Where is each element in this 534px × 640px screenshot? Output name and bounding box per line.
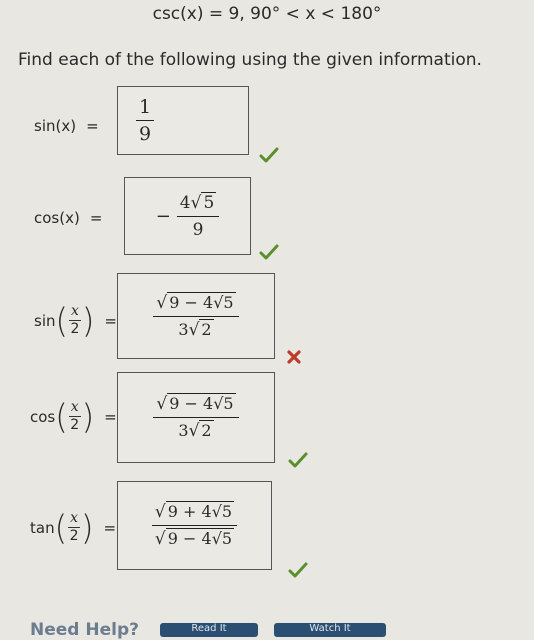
half-denominator: 2 bbox=[70, 417, 80, 433]
answer-fraction bbox=[152, 501, 237, 550]
coefficient: 4 bbox=[179, 192, 191, 213]
half-numerator: x bbox=[70, 510, 78, 526]
equals-sign: = bbox=[104, 407, 117, 426]
answer-box-sin-x[interactable] bbox=[117, 86, 249, 155]
fn-arg: (x) bbox=[55, 117, 77, 135]
coefficient: 3 bbox=[178, 319, 189, 339]
answer-fraction bbox=[153, 393, 238, 442]
radical: √ 2 bbox=[188, 319, 212, 340]
fraction-denominator: 9 bbox=[192, 219, 204, 240]
radicand: 9 − 4√5 bbox=[167, 529, 233, 548]
answer-box-tan-half-x[interactable] bbox=[117, 481, 272, 570]
radical: √ 2 bbox=[188, 421, 212, 441]
fn-name: sin bbox=[34, 117, 56, 135]
instruction-text: Find each of the following using the given information. bbox=[18, 50, 482, 70]
equals-sign: = bbox=[103, 518, 117, 537]
half-numerator: x bbox=[70, 303, 79, 319]
radical: √ 9 − 4√5 bbox=[154, 529, 233, 549]
fraction-denominator bbox=[178, 317, 213, 341]
half-angle-fraction bbox=[68, 510, 80, 545]
half-numerator: x bbox=[70, 399, 79, 415]
radicand: 2 bbox=[201, 319, 212, 339]
check-icon bbox=[288, 562, 308, 578]
fn-arg: (x) bbox=[59, 209, 80, 227]
fraction-numerator bbox=[177, 192, 220, 217]
given-condition: csc(x) = 9, 90° < x < 180° bbox=[152, 4, 382, 24]
check-icon bbox=[259, 147, 279, 163]
half-angle-fraction bbox=[69, 303, 81, 338]
radicand: 5 bbox=[203, 192, 215, 213]
radical: √ 9 − 4√5 bbox=[156, 292, 234, 313]
label-sin-x bbox=[34, 117, 99, 135]
fn-name: cos bbox=[34, 209, 60, 227]
fraction-numerator bbox=[153, 292, 238, 317]
fn-name: cos bbox=[30, 407, 56, 426]
equals-sign: = bbox=[86, 117, 99, 135]
fraction-numerator bbox=[152, 501, 237, 526]
fn-name: tan bbox=[30, 518, 55, 537]
answer-fraction bbox=[153, 292, 238, 341]
answer-box-cos-x[interactable] bbox=[124, 177, 251, 255]
radicand: 9 + 4√5 bbox=[167, 502, 233, 521]
radicand: 9 − 4√5 bbox=[169, 292, 234, 312]
half-denominator: 2 bbox=[70, 321, 80, 337]
need-help-heading: Need Help? bbox=[30, 620, 139, 640]
radical: √ 5 bbox=[190, 192, 215, 213]
fraction-denominator: 9 bbox=[139, 123, 152, 145]
equals-sign: = bbox=[89, 209, 103, 227]
half-denominator: 2 bbox=[69, 528, 79, 544]
fraction-denominator bbox=[178, 418, 213, 442]
radical: √ 9 + 4√5 bbox=[154, 502, 233, 522]
answer-fraction bbox=[136, 96, 154, 145]
label-cos-half-x: cos ( $\frac{x}{2}$ ) = bbox=[30, 396, 117, 437]
radicand: 9 − 4√5 bbox=[169, 394, 234, 413]
radicand: 2 bbox=[201, 421, 212, 440]
read-it-button[interactable]: Read It bbox=[160, 623, 258, 637]
label-tan-half-x: tan ( $\frac{x}{2}$ ) = bbox=[30, 507, 117, 548]
answer-box-sin-half-x[interactable] bbox=[117, 273, 275, 359]
fn-name: sin bbox=[34, 311, 56, 330]
fraction-numerator: 1 bbox=[136, 96, 154, 121]
answer-box-cos-half-x[interactable] bbox=[117, 372, 275, 463]
check-icon bbox=[259, 244, 279, 260]
label-cos-x bbox=[34, 209, 102, 227]
label-sin-half-x: sin ( $\frac{x}{2}$ ) = bbox=[34, 300, 117, 341]
fraction-numerator bbox=[153, 393, 238, 418]
coefficient: 3 bbox=[178, 421, 189, 440]
equals-sign: = bbox=[104, 311, 117, 330]
radical: √ 9 − 4√5 bbox=[156, 394, 234, 414]
check-icon bbox=[288, 452, 308, 468]
minus-sign: − bbox=[155, 205, 171, 227]
answer-fraction bbox=[177, 192, 220, 241]
watch-it-button[interactable]: Watch It bbox=[274, 623, 386, 637]
x-mark-icon bbox=[286, 349, 302, 365]
fraction-denominator bbox=[155, 526, 234, 550]
half-angle-fraction bbox=[69, 399, 81, 434]
